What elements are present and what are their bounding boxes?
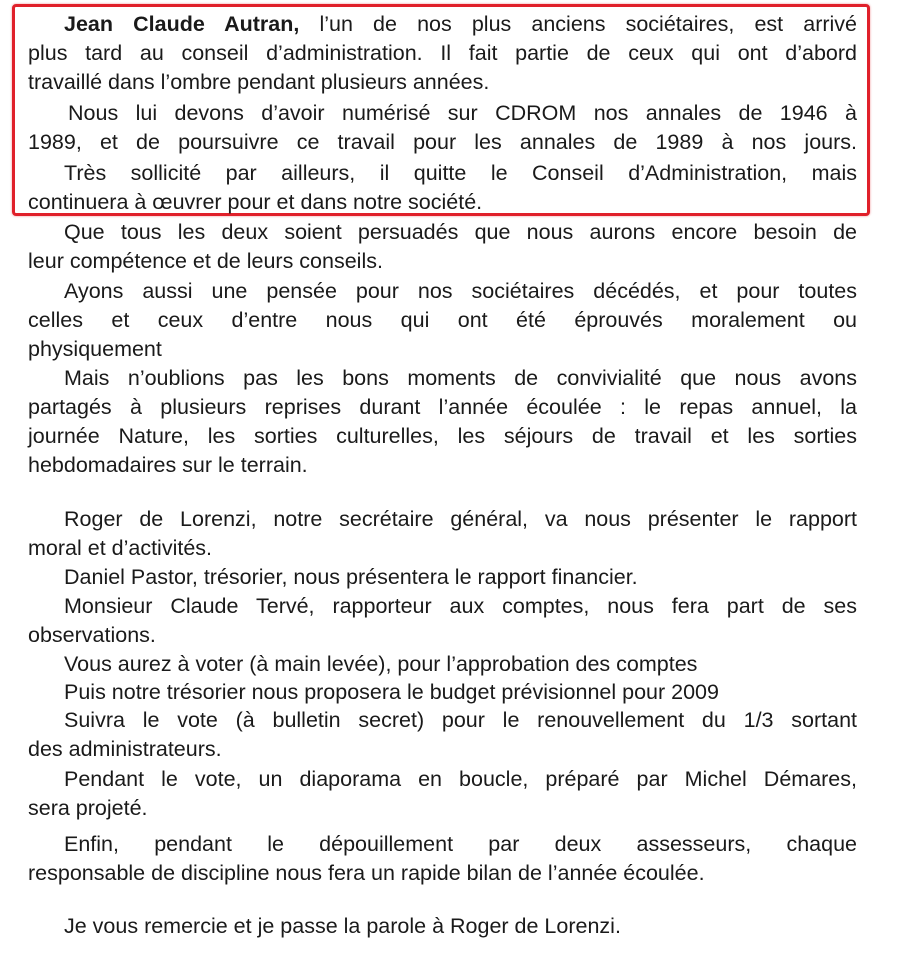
text-line: continuera à œuvrer pour et dans notre société.: [28, 190, 483, 214]
text-line: Mais n’oublions pas les bons moments de convivialité que nous avons: [64, 366, 857, 390]
text-line: Je vous remercie et je passe la parole à Roger de Lorenzi.: [64, 914, 621, 938]
text-line: responsable de discipline nous fera un rapide bilan de l’année écoulée.: [28, 861, 705, 885]
text-line: Nous lui devons d’avoir numérisé sur CDROM nos annales de 1946 à: [68, 101, 857, 125]
text-line: partagés à plusieurs reprises durant l’année écoulée : le repas annuel, la: [28, 395, 857, 419]
text-line: sera projeté.: [28, 796, 148, 820]
text-line: Ayons aussi une pensée pour nos sociétaires décédés, et pour toutes: [64, 279, 857, 303]
text-line: des administrateurs.: [28, 737, 222, 761]
text-line: Monsieur Claude Tervé, rapporteur aux comptes, nous fera part de ses: [64, 594, 857, 618]
text-line: leur compétence et de leurs conseils.: [28, 249, 383, 273]
text-line: 1989, et de poursuivre ce travail pour les annales de 1989 à nos jours.: [28, 130, 857, 154]
text-line: physiquement: [28, 337, 162, 361]
text-line: observations.: [28, 623, 156, 647]
text-line: Enfin, pendant le dépouillement par deux assesseurs, chaque: [64, 832, 857, 856]
text-line: [28, 10, 857, 39]
text-line: Roger de Lorenzi, notre secrétaire général, va nous présenter le rapport: [64, 507, 857, 531]
text-line: travaillé dans l’ombre pendant plusieurs années.: [28, 70, 490, 94]
text-line: Suivra le vote (à bulletin secret) pour le renouvellement du 1/3 sortant: [64, 708, 857, 732]
text-line: journée Nature, les sorties culturelles, les séjours de travail et les sorties: [28, 424, 857, 448]
text-span: l’un de nos plus anciens sociétaires, est arrivé: [299, 12, 857, 36]
text-line: hebdomadaires sur le terrain.: [28, 453, 308, 477]
text-line: plus tard au conseil d’administration. Il fait partie de ceux qui ont d’abord: [28, 41, 857, 65]
text-line: Vous aurez à voter (à main levée), pour l’approbation des comptes: [64, 652, 698, 676]
text-line: Que tous les deux soient persuadés que nous aurons encore besoin de: [64, 220, 857, 244]
text-line: Puis notre trésorier nous proposera le budget prévisionnel pour 2009: [64, 680, 719, 704]
text-line: Très sollicité par ailleurs, il quitte le Conseil d’Administration, mais: [64, 161, 857, 185]
text-line: Pendant le vote, un diaporama en boucle, préparé par Michel Démares,: [64, 767, 857, 791]
text-line: moral et d’activités.: [28, 536, 213, 560]
text-line: Daniel Pastor, trésorier, nous présentera le rapport financier.: [64, 565, 638, 589]
text-line: celles et ceux d’entre nous qui ont été éprouvés moralement ou: [28, 308, 857, 332]
person-name: Jean Claude Autran,: [64, 12, 300, 36]
